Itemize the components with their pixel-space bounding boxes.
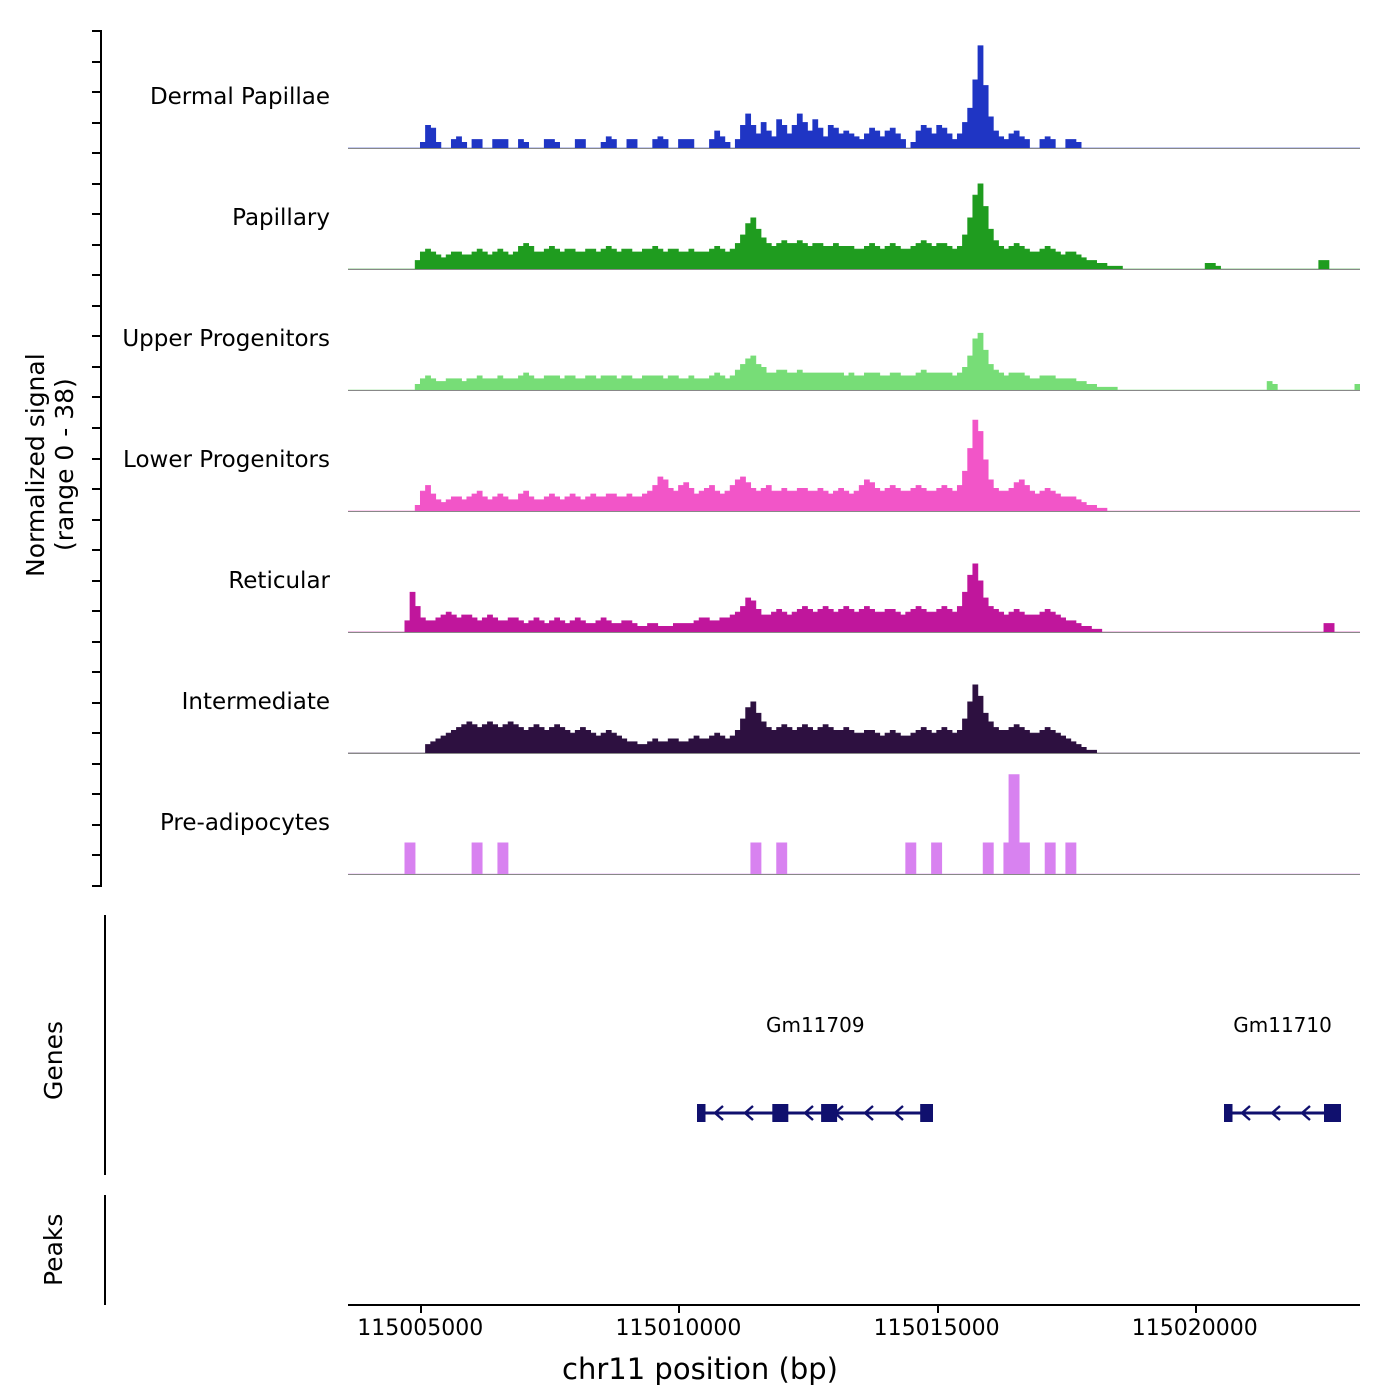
x-axis-label: chr11 position (bp) [562, 1352, 838, 1386]
signal-track [348, 403, 1360, 511]
y-tick [92, 580, 102, 582]
y-tick [92, 793, 102, 795]
track-baseline [348, 511, 1360, 512]
y-tick [92, 458, 102, 460]
y-tick [92, 30, 102, 32]
peaks-axis-spine [104, 1195, 106, 1305]
y-tick [92, 152, 102, 154]
track-baseline [348, 269, 1360, 270]
x-tick-label: 115015000 [873, 1316, 1000, 1341]
y-tick [92, 213, 102, 215]
track-label: Lower Progenitors [123, 447, 330, 473]
track-baseline [348, 874, 1360, 875]
y-tick [92, 122, 102, 124]
y-tick [92, 305, 102, 307]
y-tick [92, 885, 102, 887]
track-label: Pre-adipocytes [159, 810, 330, 836]
x-tick-label: 115020000 [1131, 1316, 1258, 1341]
genes-axis-label: Genes [39, 1020, 68, 1100]
y-tick [92, 641, 102, 643]
gene-model [1224, 1096, 1342, 1130]
track-baseline [348, 148, 1360, 149]
y-tick [92, 519, 102, 521]
peaks-axis-label: Peaks [39, 1213, 68, 1287]
track-baseline [348, 632, 1360, 633]
x-tick [678, 1304, 680, 1313]
signal-track [348, 524, 1360, 632]
y-tick [92, 335, 102, 337]
x-tick [1195, 1304, 1197, 1313]
y-tick [92, 427, 102, 429]
track-label: Intermediate [181, 689, 330, 715]
y-tick [92, 824, 102, 826]
track-label: Reticular [228, 568, 330, 594]
x-tick-label: 115005000 [357, 1316, 484, 1341]
y-tick [92, 274, 102, 276]
y-tick [92, 61, 102, 63]
signal-axis-label: Normalized signal (range 0 - 38) [21, 353, 79, 577]
signal-track [348, 282, 1360, 390]
gene-model [697, 1096, 933, 1130]
signal-track [348, 40, 1360, 148]
track-label: Papillary [232, 205, 330, 231]
y-tick [92, 702, 102, 704]
y-tick [92, 763, 102, 765]
gene-label: Gm11709 [765, 1013, 865, 1037]
track-baseline [348, 753, 1360, 754]
signal-track [348, 766, 1360, 874]
y-tick [92, 732, 102, 734]
track-label: Dermal Papillae [149, 84, 330, 110]
y-tick [92, 183, 102, 185]
y-tick [92, 244, 102, 246]
x-tick [937, 1304, 939, 1313]
x-tick [420, 1304, 422, 1313]
y-tick [92, 610, 102, 612]
gene-label: Gm11710 [1233, 1013, 1332, 1037]
track-baseline [348, 390, 1360, 391]
genes-axis-spine [104, 915, 106, 1175]
y-tick [92, 396, 102, 398]
y-tick [92, 671, 102, 673]
y-tick [92, 366, 102, 368]
signal-track [348, 161, 1360, 269]
x-tick-label: 115010000 [615, 1316, 742, 1341]
track-label: Upper Progenitors [122, 326, 330, 352]
y-tick [92, 91, 102, 93]
y-tick [92, 549, 102, 551]
x-axis-line [348, 1304, 1360, 1306]
y-tick [92, 854, 102, 856]
y-tick [92, 488, 102, 490]
signal-track [348, 645, 1360, 753]
